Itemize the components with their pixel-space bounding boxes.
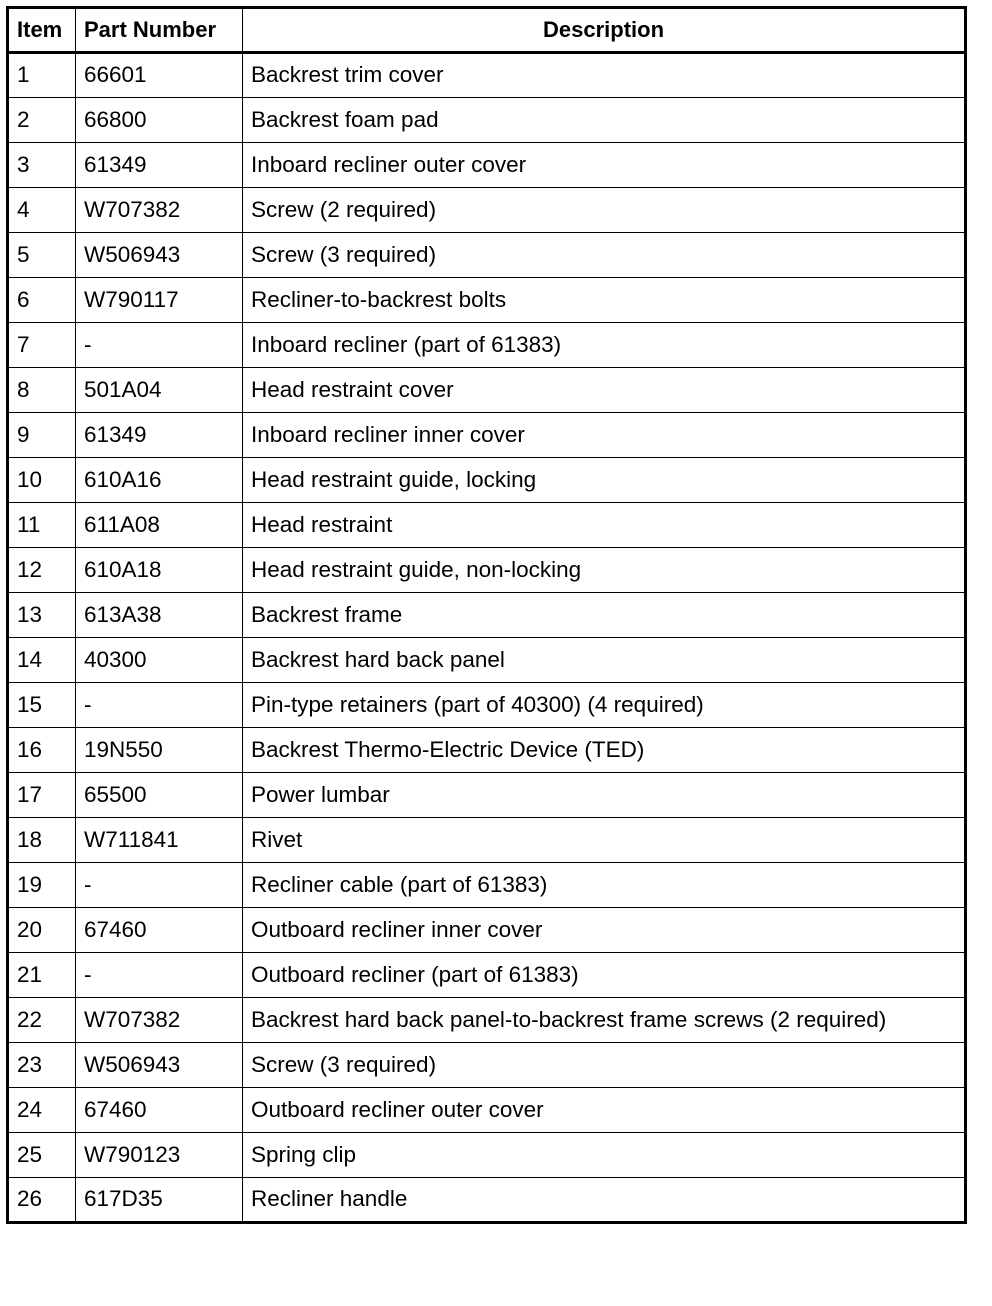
table-row (8, 1133, 966, 1178)
item-cell: 24 (8, 1088, 76, 1133)
part-number-cell: 61349 (76, 413, 243, 458)
item-cell: 18 (8, 818, 76, 863)
description-cell: Outboard recliner inner cover (243, 908, 966, 953)
description-cell: Screw (2 required) (243, 188, 966, 233)
table-row (8, 773, 966, 818)
description-cell: Backrest Thermo-Electric Device (TED) (243, 728, 966, 773)
item-cell: 19 (8, 863, 76, 908)
description-cell: Outboard recliner outer cover (243, 1088, 966, 1133)
item-cell: 22 (8, 998, 76, 1043)
part-number-cell: 66601 (76, 53, 243, 98)
part-number-cell: 617D35 (76, 1178, 243, 1223)
table-row (8, 323, 966, 368)
table-row (8, 458, 966, 503)
description-cell: Rivet (243, 818, 966, 863)
item-cell: 11 (8, 503, 76, 548)
part-number-cell: 501A04 (76, 368, 243, 413)
description-cell: Outboard recliner (part of 61383) (243, 953, 966, 998)
table-row (8, 863, 966, 908)
table-row (8, 998, 966, 1043)
description-cell: Backrest foam pad (243, 98, 966, 143)
part-number-cell: 611A08 (76, 503, 243, 548)
part-number-cell: W790117 (76, 278, 243, 323)
table-row (8, 1178, 966, 1223)
item-cell: 8 (8, 368, 76, 413)
part-number-cell: - (76, 323, 243, 368)
part-number-cell: W711841 (76, 818, 243, 863)
part-number-cell: 67460 (76, 908, 243, 953)
item-cell: 9 (8, 413, 76, 458)
part-number-cell: 19N550 (76, 728, 243, 773)
description-cell: Recliner handle (243, 1178, 966, 1223)
table-row (8, 1088, 966, 1133)
table-row (8, 503, 966, 548)
table-row (8, 98, 966, 143)
part-number-cell: 65500 (76, 773, 243, 818)
part-number-cell: W707382 (76, 188, 243, 233)
description-cell: Head restraint guide, non-locking (243, 548, 966, 593)
part-number-cell: 610A18 (76, 548, 243, 593)
part-number-cell: 40300 (76, 638, 243, 683)
description-cell: Inboard recliner (part of 61383) (243, 323, 966, 368)
item-cell: 2 (8, 98, 76, 143)
description-cell: Recliner-to-backrest bolts (243, 278, 966, 323)
part-number-cell: - (76, 683, 243, 728)
part-number-cell: W707382 (76, 998, 243, 1043)
item-cell: 23 (8, 1043, 76, 1088)
part-number-cell: 613A38 (76, 593, 243, 638)
table-row (8, 818, 966, 863)
description-cell: Head restraint (243, 503, 966, 548)
description-cell: Backrest hard back panel (243, 638, 966, 683)
part-number-cell: W506943 (76, 233, 243, 278)
part-number-cell: 67460 (76, 1088, 243, 1133)
item-cell: 12 (8, 548, 76, 593)
table-row (8, 368, 966, 413)
item-cell: 6 (8, 278, 76, 323)
table-row (8, 188, 966, 233)
table-row (8, 413, 966, 458)
item-column-header: Item (8, 8, 76, 53)
description-cell: Pin-type retainers (part of 40300) (4 required) (243, 683, 966, 728)
table-row (8, 638, 966, 683)
table-row (8, 278, 966, 323)
item-cell: 25 (8, 1133, 76, 1178)
table-row (8, 593, 966, 638)
part-number-cell: W506943 (76, 1043, 243, 1088)
description-cell: Backrest frame (243, 593, 966, 638)
description-cell: Screw (3 required) (243, 1043, 966, 1088)
description-cell: Head restraint cover (243, 368, 966, 413)
header-row (8, 8, 966, 53)
item-cell: 5 (8, 233, 76, 278)
item-cell: 1 (8, 53, 76, 98)
item-cell: 16 (8, 728, 76, 773)
table-row (8, 548, 966, 593)
item-cell: 13 (8, 593, 76, 638)
part-number-cell: - (76, 863, 243, 908)
item-cell: 10 (8, 458, 76, 503)
part-number-cell: 61349 (76, 143, 243, 188)
description-cell: Spring clip (243, 1133, 966, 1178)
description-cell: Backrest trim cover (243, 53, 966, 98)
description-cell: Inboard recliner outer cover (243, 143, 966, 188)
table-row (8, 1043, 966, 1088)
description-column-header: Description (243, 8, 966, 53)
table-row (8, 233, 966, 278)
item-cell: 4 (8, 188, 76, 233)
item-cell: 21 (8, 953, 76, 998)
part-number-cell: 610A16 (76, 458, 243, 503)
description-cell: Recliner cable (part of 61383) (243, 863, 966, 908)
table-row (8, 53, 966, 98)
parts-table (6, 6, 967, 1224)
item-cell: 7 (8, 323, 76, 368)
table-row (8, 908, 966, 953)
item-cell: 15 (8, 683, 76, 728)
part-number-cell: - (76, 953, 243, 998)
table-row (8, 683, 966, 728)
part-number-cell: 66800 (76, 98, 243, 143)
item-cell: 14 (8, 638, 76, 683)
item-cell: 20 (8, 908, 76, 953)
item-cell: 3 (8, 143, 76, 188)
item-cell: 17 (8, 773, 76, 818)
table-row (8, 728, 966, 773)
description-cell: Inboard recliner inner cover (243, 413, 966, 458)
table-row (8, 143, 966, 188)
description-cell: Head restraint guide, locking (243, 458, 966, 503)
description-cell: Screw (3 required) (243, 233, 966, 278)
part-number-column-header: Part Number (76, 8, 243, 53)
description-cell: Backrest hard back panel-to-backrest frame screws (2 required) (243, 998, 966, 1043)
part-number-cell: W790123 (76, 1133, 243, 1178)
table-row (8, 953, 966, 998)
item-cell: 26 (8, 1178, 76, 1223)
description-cell: Power lumbar (243, 773, 966, 818)
